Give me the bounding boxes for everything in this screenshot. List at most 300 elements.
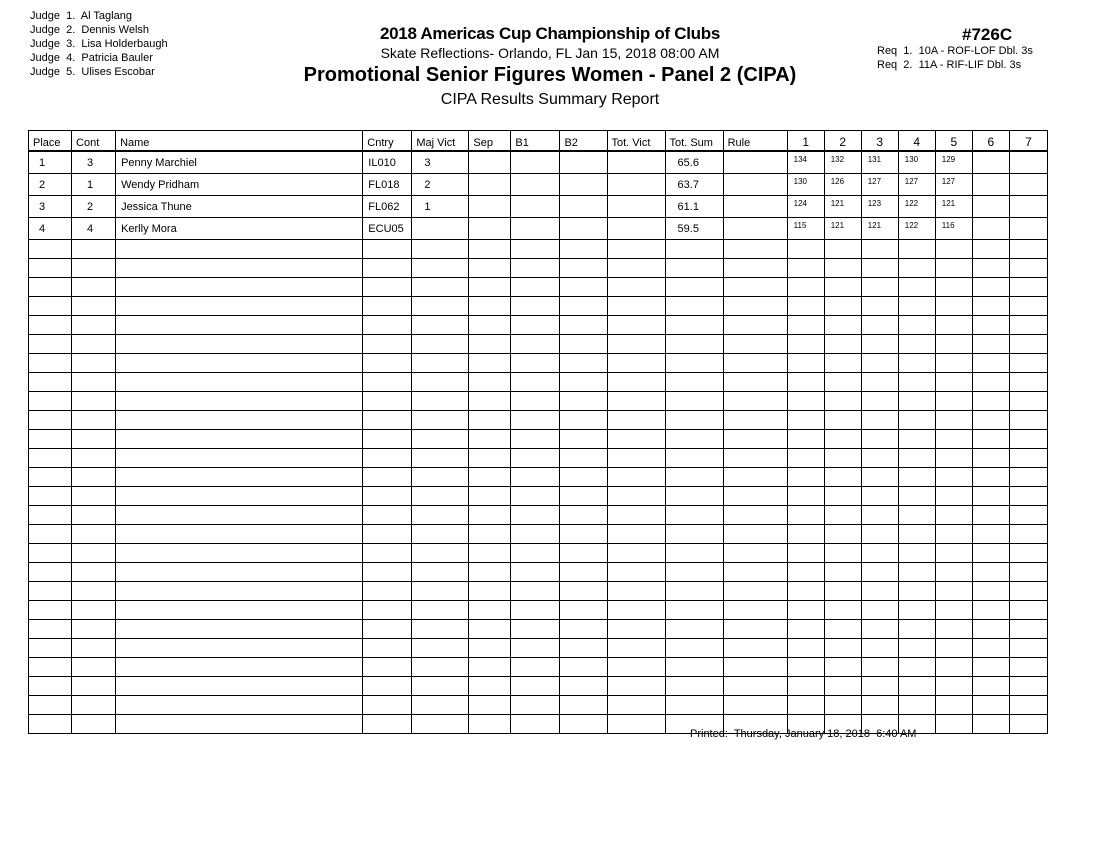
empty-table-row (29, 392, 1048, 411)
empty-cell (787, 563, 824, 582)
empty-cell (723, 601, 787, 620)
empty-cell (469, 506, 511, 525)
empty-cell (511, 620, 560, 639)
cell-maj-vict: 2 (412, 174, 469, 196)
empty-table-row (29, 297, 1048, 316)
empty-cell (1009, 411, 1047, 430)
cell-judge-6 (972, 196, 1009, 218)
empty-cell (723, 259, 787, 278)
empty-cell (363, 430, 412, 449)
empty-cell (898, 582, 935, 601)
empty-cell (861, 259, 898, 278)
empty-cell (607, 240, 665, 259)
empty-cell (723, 677, 787, 696)
cell-judge-3: 127 (861, 174, 898, 196)
empty-cell (560, 601, 607, 620)
empty-cell (116, 240, 363, 259)
cell-name: Wendy Pridham (116, 174, 363, 196)
empty-cell (935, 335, 972, 354)
empty-cell (116, 411, 363, 430)
empty-cell (363, 316, 412, 335)
empty-cell (29, 715, 72, 734)
empty-cell (607, 639, 665, 658)
empty-cell (72, 411, 116, 430)
empty-table-row (29, 373, 1048, 392)
empty-table-row (29, 563, 1048, 582)
empty-cell (363, 620, 412, 639)
empty-cell (412, 297, 469, 316)
empty-cell (607, 468, 665, 487)
empty-cell (116, 525, 363, 544)
empty-cell (560, 506, 607, 525)
empty-cell (824, 696, 861, 715)
empty-cell (861, 468, 898, 487)
cell-b2 (560, 196, 607, 218)
empty-cell (972, 468, 1009, 487)
empty-cell (116, 354, 363, 373)
empty-cell (412, 658, 469, 677)
empty-table-row (29, 696, 1048, 715)
empty-cell (412, 525, 469, 544)
empty-cell (511, 278, 560, 297)
empty-cell (72, 392, 116, 411)
empty-cell (363, 468, 412, 487)
empty-cell (560, 525, 607, 544)
empty-cell (787, 468, 824, 487)
empty-cell (935, 297, 972, 316)
empty-cell (665, 601, 723, 620)
cell-cont: 3 (72, 151, 116, 174)
empty-cell (935, 544, 972, 563)
empty-cell (363, 601, 412, 620)
empty-cell (824, 620, 861, 639)
cell-judge-4: 127 (898, 174, 935, 196)
empty-cell (723, 582, 787, 601)
requirement-1: Req 1. 10A - ROF-LOF Dbl. 3s (877, 45, 1033, 57)
empty-cell (72, 677, 116, 696)
empty-cell (72, 259, 116, 278)
empty-cell (29, 639, 72, 658)
cell-place: 1 (29, 151, 72, 174)
empty-cell (935, 506, 972, 525)
empty-table-row (29, 601, 1048, 620)
venue-date: Skate Reflections- Orlando, FL Jan 15, 2018 08:00 AM (380, 45, 720, 61)
empty-cell (29, 335, 72, 354)
empty-cell (787, 696, 824, 715)
empty-cell (665, 354, 723, 373)
cell-tot-sum: 61.1 (665, 196, 723, 218)
empty-cell (607, 487, 665, 506)
empty-cell (898, 240, 935, 259)
cell-judge-1: 134 (787, 151, 824, 174)
empty-cell (469, 677, 511, 696)
empty-cell (363, 658, 412, 677)
empty-cell (723, 278, 787, 297)
judge-2: Judge 2. Dennis Welsh (30, 24, 150, 36)
empty-cell (469, 582, 511, 601)
empty-table-row (29, 639, 1048, 658)
table-row (29, 218, 1048, 240)
empty-cell (723, 639, 787, 658)
cell-judge-7 (1009, 196, 1047, 218)
empty-cell (511, 411, 560, 430)
empty-cell (29, 297, 72, 316)
empty-cell (861, 677, 898, 696)
cell-judge-2: 121 (824, 218, 861, 240)
empty-cell (469, 449, 511, 468)
empty-cell (861, 582, 898, 601)
empty-cell (824, 240, 861, 259)
empty-cell (116, 658, 363, 677)
cell-b2 (560, 218, 607, 240)
empty-cell (511, 639, 560, 658)
empty-cell (72, 487, 116, 506)
empty-cell (935, 278, 972, 297)
empty-cell (607, 335, 665, 354)
empty-cell (787, 392, 824, 411)
empty-table-row (29, 525, 1048, 544)
cell-rule (723, 151, 787, 174)
empty-cell (511, 677, 560, 696)
empty-cell (29, 411, 72, 430)
empty-cell (412, 392, 469, 411)
cell-b1 (511, 196, 560, 218)
empty-cell (723, 468, 787, 487)
empty-cell (665, 525, 723, 544)
cell-tot-vict (607, 196, 665, 218)
empty-cell (1009, 354, 1047, 373)
empty-cell (723, 658, 787, 677)
empty-cell (607, 297, 665, 316)
empty-cell (116, 468, 363, 487)
empty-cell (723, 525, 787, 544)
empty-cell (116, 544, 363, 563)
empty-cell (511, 525, 560, 544)
empty-cell (607, 449, 665, 468)
empty-cell (1009, 259, 1047, 278)
judge-1: Judge 1. Al Taglang (30, 10, 132, 22)
empty-cell (824, 677, 861, 696)
empty-cell (665, 582, 723, 601)
empty-cell (72, 468, 116, 487)
empty-cell (560, 639, 607, 658)
empty-cell (412, 544, 469, 563)
empty-cell (787, 278, 824, 297)
col-judge-7: 7 (1009, 131, 1047, 152)
empty-cell (511, 658, 560, 677)
empty-table-row (29, 278, 1048, 297)
empty-cell (560, 259, 607, 278)
col-rule: Rule (723, 131, 787, 152)
empty-cell (607, 620, 665, 639)
empty-cell (787, 335, 824, 354)
empty-cell (861, 392, 898, 411)
cell-judge-7 (1009, 151, 1047, 174)
empty-cell (72, 354, 116, 373)
empty-table-row (29, 259, 1048, 278)
empty-cell (607, 259, 665, 278)
empty-cell (607, 544, 665, 563)
empty-table-row (29, 487, 1048, 506)
cell-judge-6 (972, 218, 1009, 240)
empty-cell (469, 430, 511, 449)
empty-cell (935, 601, 972, 620)
empty-cell (72, 373, 116, 392)
empty-cell (972, 335, 1009, 354)
empty-cell (116, 335, 363, 354)
empty-cell (898, 449, 935, 468)
empty-cell (972, 449, 1009, 468)
cell-judge-5: 127 (935, 174, 972, 196)
empty-cell (665, 411, 723, 430)
empty-cell (665, 240, 723, 259)
empty-cell (29, 525, 72, 544)
competition-title: 2018 Americas Cup Championship of Clubs (379, 24, 721, 43)
empty-cell (861, 240, 898, 259)
empty-cell (935, 563, 972, 582)
empty-cell (665, 335, 723, 354)
empty-cell (560, 677, 607, 696)
empty-cell (560, 582, 607, 601)
empty-cell (787, 411, 824, 430)
empty-cell (935, 658, 972, 677)
empty-cell (723, 354, 787, 373)
empty-cell (665, 430, 723, 449)
empty-cell (469, 601, 511, 620)
cell-judge-6 (972, 151, 1009, 174)
empty-cell (861, 525, 898, 544)
empty-cell (412, 620, 469, 639)
empty-cell (363, 639, 412, 658)
empty-cell (1009, 525, 1047, 544)
empty-cell (665, 696, 723, 715)
empty-cell (824, 259, 861, 278)
empty-cell (898, 316, 935, 335)
empty-cell (861, 411, 898, 430)
empty-cell (511, 430, 560, 449)
judges-list (30, 9, 168, 79)
empty-cell (898, 392, 935, 411)
empty-cell (972, 297, 1009, 316)
empty-cell (898, 525, 935, 544)
empty-cell (560, 335, 607, 354)
empty-cell (412, 411, 469, 430)
empty-cell (723, 297, 787, 316)
empty-cell (1009, 582, 1047, 601)
empty-cell (29, 487, 72, 506)
empty-cell (560, 316, 607, 335)
empty-cell (469, 278, 511, 297)
empty-table-row (29, 240, 1048, 259)
empty-cell (1009, 240, 1047, 259)
empty-cell (607, 677, 665, 696)
empty-cell (116, 506, 363, 525)
empty-cell (412, 449, 469, 468)
empty-cell (607, 392, 665, 411)
empty-cell (787, 525, 824, 544)
empty-cell (972, 392, 1009, 411)
empty-cell (723, 544, 787, 563)
printed-timestamp: Printed: Thursday, January 18, 2018 6:40 AM (690, 728, 917, 740)
empty-cell (116, 278, 363, 297)
empty-cell (972, 240, 1009, 259)
empty-cell (824, 411, 861, 430)
empty-cell (1009, 373, 1047, 392)
table-header-row (29, 131, 1048, 152)
empty-cell (511, 297, 560, 316)
empty-cell (787, 487, 824, 506)
empty-cell (607, 582, 665, 601)
empty-cell (412, 715, 469, 734)
empty-cell (560, 354, 607, 373)
empty-cell (511, 506, 560, 525)
empty-cell (861, 563, 898, 582)
judge-4: Judge 4. Patricia Bauler (30, 52, 153, 64)
empty-cell (1009, 658, 1047, 677)
empty-cell (72, 620, 116, 639)
empty-cell (665, 506, 723, 525)
empty-cell (1009, 430, 1047, 449)
empty-cell (363, 544, 412, 563)
empty-cell (824, 506, 861, 525)
cell-b1 (511, 218, 560, 240)
cell-b2 (560, 174, 607, 196)
empty-cell (29, 278, 72, 297)
empty-cell (469, 487, 511, 506)
empty-cell (607, 525, 665, 544)
empty-cell (29, 601, 72, 620)
empty-cell (665, 620, 723, 639)
cell-judge-1: 124 (787, 196, 824, 218)
empty-cell (972, 582, 1009, 601)
empty-cell (116, 487, 363, 506)
empty-cell (898, 468, 935, 487)
empty-cell (469, 354, 511, 373)
empty-cell (972, 620, 1009, 639)
empty-cell (787, 639, 824, 658)
empty-cell (560, 373, 607, 392)
empty-cell (116, 601, 363, 620)
cell-judge-3: 121 (861, 218, 898, 240)
empty-cell (469, 715, 511, 734)
empty-cell (972, 525, 1009, 544)
empty-cell (824, 525, 861, 544)
empty-cell (824, 430, 861, 449)
empty-cell (935, 373, 972, 392)
empty-cell (1009, 449, 1047, 468)
empty-cell (972, 658, 1009, 677)
empty-cell (511, 259, 560, 278)
cell-judge-5: 116 (935, 218, 972, 240)
empty-cell (511, 715, 560, 734)
empty-cell (116, 620, 363, 639)
empty-cell (787, 620, 824, 639)
empty-cell (824, 639, 861, 658)
empty-cell (412, 487, 469, 506)
empty-table-row (29, 658, 1048, 677)
cell-cont: 4 (72, 218, 116, 240)
empty-cell (972, 278, 1009, 297)
empty-cell (469, 658, 511, 677)
cell-b1 (511, 151, 560, 174)
empty-cell (363, 506, 412, 525)
empty-cell (412, 316, 469, 335)
cell-judge-4: 122 (898, 196, 935, 218)
report-title: CIPA Results Summary Report (440, 91, 660, 108)
empty-cell (861, 639, 898, 658)
empty-cell (972, 316, 1009, 335)
empty-cell (412, 639, 469, 658)
cell-judge-6 (972, 174, 1009, 196)
cell-tot-vict (607, 218, 665, 240)
empty-table-row (29, 354, 1048, 373)
empty-cell (861, 335, 898, 354)
cell-judge-4: 122 (898, 218, 935, 240)
empty-cell (787, 259, 824, 278)
col-b2: B2 (560, 131, 607, 152)
table-row (29, 196, 1048, 218)
cell-judge-1: 115 (787, 218, 824, 240)
empty-cell (723, 487, 787, 506)
table-row (29, 174, 1048, 196)
empty-cell (607, 278, 665, 297)
empty-cell (560, 297, 607, 316)
empty-cell (665, 468, 723, 487)
empty-cell (29, 620, 72, 639)
empty-cell (511, 468, 560, 487)
empty-cell (560, 278, 607, 297)
col-name: Name (116, 131, 363, 152)
empty-cell (29, 373, 72, 392)
empty-cell (116, 696, 363, 715)
cell-place: 2 (29, 174, 72, 196)
cell-judge-3: 123 (861, 196, 898, 218)
empty-cell (824, 658, 861, 677)
empty-cell (935, 696, 972, 715)
empty-cell (29, 354, 72, 373)
empty-cell (72, 449, 116, 468)
empty-cell (363, 278, 412, 297)
col-place: Place (29, 131, 72, 152)
empty-cell (935, 677, 972, 696)
requirements-list (877, 44, 1033, 72)
empty-cell (861, 620, 898, 639)
empty-table-row (29, 316, 1048, 335)
empty-cell (72, 601, 116, 620)
empty-cell (935, 316, 972, 335)
empty-cell (607, 563, 665, 582)
empty-cell (861, 601, 898, 620)
cell-judge-2: 126 (824, 174, 861, 196)
empty-cell (116, 563, 363, 582)
empty-cell (363, 240, 412, 259)
empty-cell (824, 449, 861, 468)
empty-cell (469, 620, 511, 639)
empty-cell (1009, 506, 1047, 525)
empty-cell (723, 392, 787, 411)
empty-table-row (29, 582, 1048, 601)
empty-cell (898, 601, 935, 620)
empty-cell (723, 335, 787, 354)
empty-cell (787, 354, 824, 373)
requirement-2: Req 2. 11A - RIF-LIF Dbl. 3s (877, 59, 1022, 71)
empty-cell (469, 468, 511, 487)
cell-rule (723, 218, 787, 240)
empty-cell (412, 335, 469, 354)
empty-cell (363, 392, 412, 411)
empty-cell (898, 297, 935, 316)
cell-place: 3 (29, 196, 72, 218)
